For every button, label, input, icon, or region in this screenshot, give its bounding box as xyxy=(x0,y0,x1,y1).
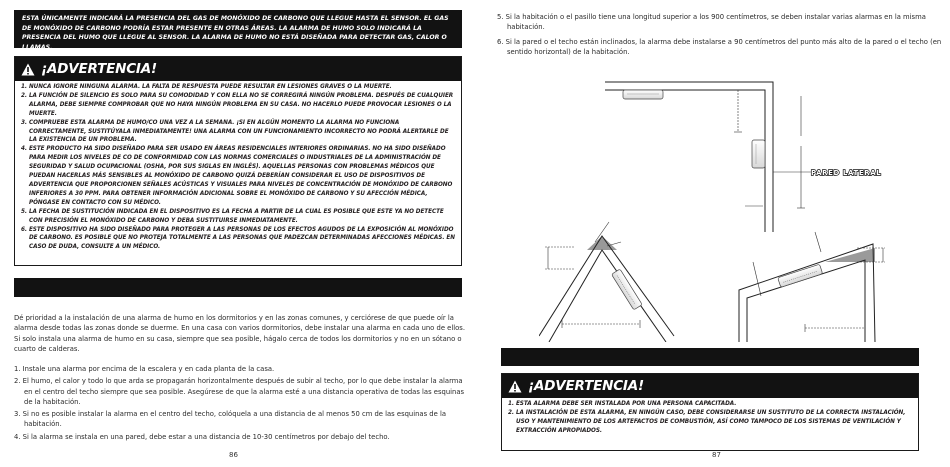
warning-item: 1. NUNCA IGNORE NINGUNA ALARMA. LA FALTA DE RESPUESTA PUEDE RESULTAR EN LESIONES GRAVES O LA MUERTE. xyxy=(21,84,392,90)
intro-paragraph: Dé prioridad a la instalación de una alarma de humo en los dormitorios y en las zonas comunes, y cerciórese de que puede oír la alarma desde todas las zonas donde se duerme. En una casa con varios dormitorios, debe instalar una alarma en cada uno de ellos. Si solo instala una alarma de humo en su casa, siempre que sea posible, hágalo cerca de todos los dormitorios y no en un sótano o cuarto de calderas. xyxy=(14,314,465,353)
installation-steps-continued xyxy=(497,12,942,61)
warning-item: 2. LA INSTALACIÓN DE ESTA ALARMA, EN NINGÚN CASO, DEBE CONSIDERARSE UN SUSTITUTO DE LA CORRECTA INSTALACIÓN, USO Y MANTENIMIENTO DE LOS ARTEFACTOS DE COMBUSTIÓN, ASÍ COMO TAMPOCO DE LOS SISTEMAS DE VENTILACIÓN Y EXTRACCIÓN APROPIADOS. xyxy=(508,409,906,434)
step-item: 6. Si la pared o el techo están inclinados, la alarma debe instalarse a 90 centímetros del punto más alto de la pared o el techo (en sentido horizontal) de la habitación. xyxy=(497,37,942,56)
warning-item: 2. LA FUNCIÓN DE SILENCIO ES SOLO PARA SU COMODIDAD Y CON ELLA NO SE CORREGIRÁ NINGÚN PROBLEMA. DESPUÉS DE CUALQUIER ALARMA, DEBE SIEMPRE COMPROBAR QUE NO HAYA NINGÚN PROBLEMA EN SU CASA. NO HACERLO PUEDE PROVOCAR LESIONES O LA MUERTE. xyxy=(21,92,454,117)
step-item: 5. Si la habitación o el pasillo tiene una longitud superior a los 900 centímetros, se deben instalar varias alarmas en la misma habitación. xyxy=(497,13,926,32)
smoke-alarm-ceiling xyxy=(623,90,663,99)
page-number: 87 xyxy=(712,451,721,459)
side-wall-label: PARED LATERAL xyxy=(811,169,882,177)
side-wall-callout xyxy=(773,169,881,177)
step-item: 4. Si la alarma se instala en una pared, debe estar a una distancia de 10-30 centímetros por debajo del techo. xyxy=(14,432,390,441)
warning-box-right xyxy=(501,373,919,451)
warning-box-left xyxy=(14,56,462,266)
warning-title: ¡ADVERTENCIA! xyxy=(41,61,157,77)
warning-triangle-icon xyxy=(508,380,522,393)
ceiling-wall-diagram xyxy=(605,82,805,232)
smoke-alarm-slope-right xyxy=(778,264,823,287)
smoke-alarm-sloped xyxy=(611,269,642,310)
sloped-wall-diagram xyxy=(739,232,885,342)
warning-item: 5. LA FECHA DE SUSTITUCIÓN INDICADA EN EL DISPOSITIVO ES LA FECHA A PARTIR DE LA CUAL ES POSIBLE QUE ESTE YA NO DETECTE CON PRECISIÓN EL MONÓXIDO DE CARBONO Y DEBA SUSTITUIRSE INMEDIATAMENTE. xyxy=(21,208,444,224)
step-item: 2. El humo, el calor y todo lo que arda se propagarán horizontalmente después de subir al techo, por lo que debe instalar la alarma en el centro del techo siempre que sea posible. Asegúrese de que la alarma esté a una distancia operativa de todas las esquinas de la habitación. xyxy=(14,377,465,406)
peaked-ceiling-diagram xyxy=(539,222,674,342)
warning-header xyxy=(502,374,918,398)
installation-steps xyxy=(14,364,469,444)
warning-title: ¡ADVERTENCIA! xyxy=(528,378,644,394)
smoke-alarm-wall xyxy=(752,140,765,168)
top-note-banner: ESTA ÚNICAMENTE INDICARÁ LA PRESENCIA DEL GAS DE MONÓXIDO DE CARBONO QUE LLEGUE HASTA EL SENSOR. EL GAS DE MONÓXIDO DE CARBONO PODRÍA ESTAR PRESENTE EN OTRAS ÁREAS. LA ALARMA DE HUMO SOLO INDICARÁ LA PRESENCIA DEL HUMO QUE LLEGUE AL SENSOR. LA ALARMA DE HUMO NO ESTÁ DISEÑADA PARA DETECTAR GAS, CALOR O LLAMAS. xyxy=(14,10,462,48)
right-page xyxy=(475,0,950,467)
warning-item: 6. ESTE DISPOSITIVO HA SIDO DISEÑADO PARA PROTEGER A LAS PERSONAS DE LOS EFECTOS AGUDOS DE LA EXPOSICIÓN AL MONÓXIDO DE CARBONO. ES POSIBLE QUE NO PROTEJA TOTALMENTE A LAS PERSONAS QUE PADEZCAN DETERMINADAS AFECCIONES MÉDICAS. EN CASO DE DUDA, CONSULTE A UN MÉDICO. xyxy=(21,226,455,251)
warning-header xyxy=(15,57,461,81)
step-item: 1. Instale una alarma por encima de la escalera y en cada planta de la casa. xyxy=(14,365,275,373)
page-number: 86 xyxy=(229,451,238,459)
warning-item: 3. COMPRUEBE ESTA ALARMA DE HUMO/CO UNA VEZ A LA SEMANA. ¡SI EN ALGÚN MOMENTO LA ALARMA NO FUNCIONA CORRECTAMENTE, SUSTITÚYALA INMEDIATAMENTE! UNA ALARMA CON UN FUNCIONAMIENTO INCORRECTO NO PODRÁ ALERTARLE DE LA EXISTENCIA DE UN PROBLEMA. xyxy=(21,119,449,144)
section-heading-bar xyxy=(14,278,462,297)
step-item: 3. Si no es posible instalar la alarma en el centro del techo, colóquela a una distancia de al menos 50 cm de las esquinas de la habitación. xyxy=(14,410,447,429)
warning-triangle-icon xyxy=(21,63,35,76)
section-heading-bar xyxy=(501,348,919,366)
warning-list xyxy=(502,398,918,436)
warning-list xyxy=(15,81,461,252)
placement-diagram xyxy=(539,66,919,342)
warning-item: 4. ESTE PRODUCTO HA SIDO DISEÑADO PARA SER USADO EN ÁREAS RESIDENCIALES INTERIORES ORDINARIAS. NO HA SIDO DISEÑADO PARA MEDIR LOS NIVELES DE CO DE CONFORMIDAD CON LAS NORMAS COMERCIALES O INDUSTRIALES DE LA ADMINISTRACIÓN DE SEGURIDAD Y SALUD OCUPACIONAL (OSHA, POR SUS SIGLAS EN INGLÉS). AQUELLAS PERSONAS CON PROBLEMAS MÉDICOS QUE PUEDAN HACERLAS MÁS SENSIBLES AL MONÓXIDO DE CARBONO QUIZÁ DEBERÍAN CONSIDERAR EL USO DE DISPOSITIVOS DE ADVERTENCIA QUE PROPORCIONEN SEÑALES ACÚSTICAS Y VISUALES PARA NIVELES DE CONCENTRACIÓN DE MONÓXIDO DE CARBONO INFERIORES A 30 PPM. PARA OBTENER INFORMACIÓN ADICIONAL SOBRE EL MONÓXIDO DE CARBONO Y SU AFECCIÓN MÉDICA, PÓNGASE EN CONTACTO CON SU MÉDICO. xyxy=(21,146,453,206)
warning-item: 1. ESTA ALARMA DEBE SER INSTALADA POR UNA PERSONA CAPACITADA. xyxy=(508,401,737,407)
